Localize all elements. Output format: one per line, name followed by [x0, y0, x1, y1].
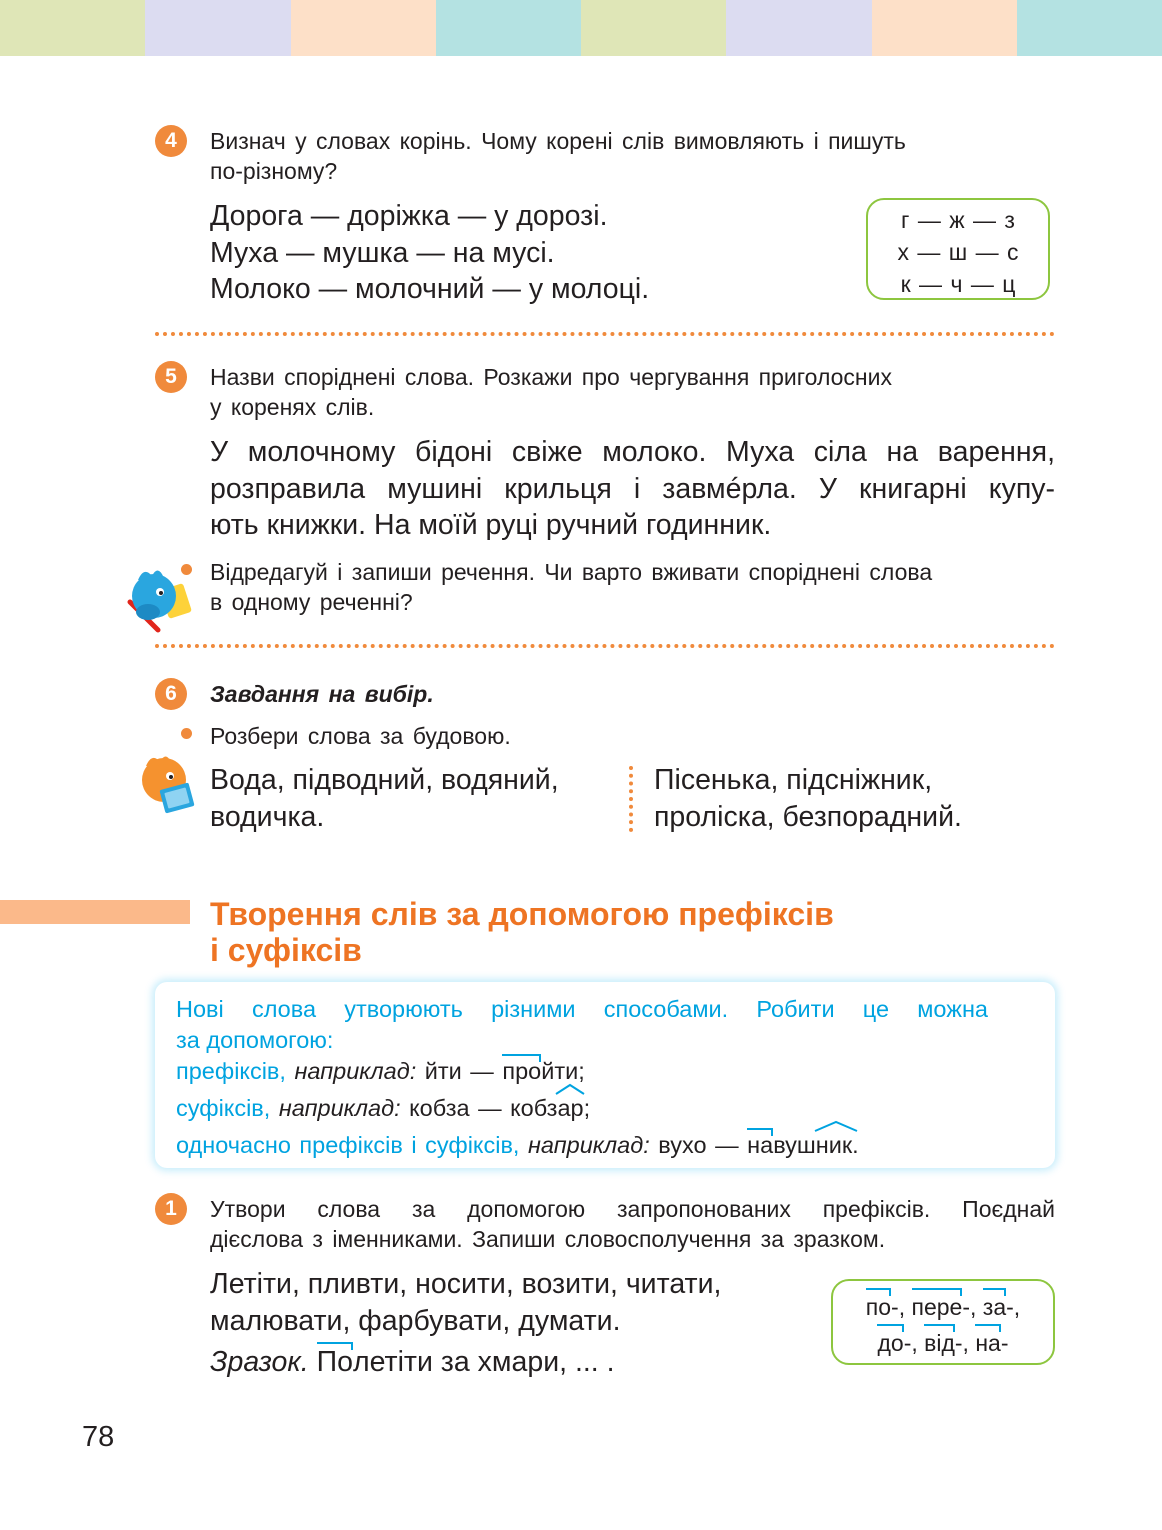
rule-both-word1: вухо — — [658, 1132, 748, 1158]
rule-suffix-word1: кобза — кобз — [409, 1095, 558, 1121]
alternation-box — [866, 198, 1050, 300]
prefix-row-2: до-, від-, на- — [833, 1326, 1053, 1360]
stripe-segment-7 — [872, 0, 1017, 56]
task1-sample — [210, 1344, 615, 1381]
rule-both-label: одночасно префіксів і суфіксів, — [176, 1132, 520, 1158]
prefix-mark-na: на — [747, 1132, 774, 1158]
task4-instruction-line1: Визнач у словах корінь. Чому корені слів вимовляють і пишуть — [210, 128, 906, 154]
task1-words-line1: Летіти, пливти, носити, возити, читати, — [210, 1268, 722, 1300]
task1-words — [210, 1266, 721, 1339]
prefix-pere: пере — [912, 1290, 963, 1324]
task6-right-words — [654, 762, 962, 835]
rule-suffix-rest: ; — [583, 1095, 591, 1121]
dotted-divider-2 — [155, 644, 1055, 648]
stripe-segment-3 — [291, 0, 436, 56]
task4-line-1: Дорога — доріжка — у дорозі. — [210, 200, 608, 232]
prefix-do: до — [877, 1326, 903, 1360]
task-number-5: 5 — [155, 361, 187, 393]
task1-words-line2: малювати, фарбувати, думати. — [210, 1304, 621, 1337]
stripe-segment-1 — [0, 0, 145, 56]
rule-prefix-example-label: наприклад: — [294, 1058, 417, 1084]
alternation-2: х — ш — с — [897, 239, 1019, 265]
rule-both-rest: . — [852, 1132, 859, 1158]
task6-title: Завдання на вибір. — [210, 681, 434, 707]
suffix-nyk-text: ник — [815, 1132, 853, 1158]
stripe-segment-2 — [145, 0, 290, 56]
page-number: 78 — [82, 1421, 115, 1453]
task4-word-lines — [210, 198, 649, 308]
prefix-row-1: по-, пере-, за-, — [833, 1290, 1053, 1324]
task5-text — [210, 434, 1055, 544]
prefix-za: за — [983, 1290, 1006, 1324]
bullet-task6 — [181, 728, 192, 739]
top-color-stripe — [0, 0, 1162, 56]
section-title — [210, 896, 834, 968]
alternation-3: к — ч — ц — [900, 271, 1016, 297]
section-title-line2: і суфіксів — [210, 932, 362, 968]
rule-line1: Нові слова утворюють різними способами. Робити це можна — [176, 996, 988, 1022]
task5-instruction-line2: у коренях слів. — [210, 394, 375, 420]
prefix-box — [831, 1279, 1055, 1365]
task1-instruction-line2: дієслова з іменниками. Запиши словосполучення за зразком. — [210, 1226, 886, 1252]
task6-bullet-text: Розбери слова за будовою. — [210, 723, 511, 749]
task6-right-line2: проліска, безпорадний. — [654, 800, 962, 833]
prefix-vid: від — [924, 1326, 955, 1360]
task-number-6: 6 — [155, 678, 187, 710]
rule-suffix-example-label: наприклад: — [278, 1095, 401, 1121]
rule-suffix-label: суфіксів, — [176, 1095, 271, 1121]
prefix-na: на — [975, 1326, 1001, 1360]
task5-text-line2: розправила мушині крильця і завмéрла. У книгарні купу- — [210, 472, 1055, 505]
task-number-4: 4 — [155, 125, 187, 157]
task6-left-line2: водичка. — [210, 800, 325, 833]
task6-column-divider — [629, 766, 633, 832]
dotted-divider-1 — [155, 332, 1055, 336]
task6-right-line1: Пісенька, підсніжник, — [654, 764, 933, 796]
orange-mascot-with-book — [134, 752, 198, 819]
prefix-mark-pro: про — [502, 1058, 542, 1084]
task5-bullet-line1: Відредагуй і запиши речення. Чи варто вживати споріднені слова — [210, 559, 933, 585]
task4-line-2: Муха — мушка — на мусі. — [210, 236, 555, 269]
rule-both-example-label: наприклад: — [528, 1132, 650, 1158]
task5-text-line1: У молочному бідоні свіже молоко. Муха сіла на варення, — [210, 436, 1055, 468]
sample-prefix-po: По — [317, 1344, 353, 1381]
task5-instruction-line1: Назви споріднені слова. Розкажи про чергування приголосних — [210, 364, 892, 390]
bullet-task5 — [181, 564, 192, 575]
sample-label: Зразок. — [210, 1346, 309, 1378]
rule-line-both — [176, 1130, 859, 1160]
stripe-segment-6 — [726, 0, 871, 56]
alternation-1: г — ж — з — [901, 207, 1015, 233]
stripe-segment-5 — [581, 0, 726, 56]
rule-line-prefix — [176, 1056, 585, 1086]
stripe-segment-4 — [436, 0, 581, 56]
stripe-segment-8 — [1017, 0, 1162, 56]
task5-bullet-text — [210, 557, 1055, 617]
section-heading-bar — [0, 900, 190, 924]
rule-prefix-label: префіксів, — [176, 1058, 286, 1084]
rule-prefix-rest: йти; — [541, 1058, 585, 1084]
suffix-arc-icon — [814, 1120, 858, 1132]
section-title-line1: Творення слів за допомогою префіксів — [210, 896, 834, 932]
task4-line-3: Молоко — молочний — у молоці. — [210, 273, 650, 305]
suffix-mark-nyk — [816, 1130, 852, 1160]
task1-instruction-line1: Утвори слова за допомогою запропонованих префіксів. Поєднай — [210, 1196, 1055, 1222]
prefix-po: по — [866, 1290, 891, 1324]
rule-line2: за допомогою: — [176, 1027, 334, 1053]
task4-instruction-line2: по-різному? — [210, 158, 338, 184]
task1-instruction — [210, 1194, 1055, 1254]
suffix-ar-text: ар — [557, 1095, 584, 1121]
sample-rest: летіти за хмари, ... . — [353, 1346, 615, 1378]
task5-instruction — [210, 362, 1055, 422]
rule-both-root: вуш — [773, 1132, 816, 1158]
task-number-1: 1 — [155, 1193, 187, 1225]
suffix-mark-ar — [557, 1093, 583, 1123]
rule-prefix-word1: йти — — [424, 1058, 503, 1084]
task5-text-line3: ють книжки. На моїй руці ручний годинник. — [210, 509, 772, 541]
task4-instruction — [210, 126, 1055, 186]
rule-line-suffix — [176, 1093, 590, 1123]
suffix-arc-icon — [555, 1083, 585, 1095]
task5-bullet-line2: в одному реченні? — [210, 589, 413, 615]
task6-left-line1: Вода, підводний, водяний, — [210, 764, 559, 796]
task6-left-words — [210, 762, 559, 835]
blue-mascot-with-pencil — [124, 566, 194, 639]
